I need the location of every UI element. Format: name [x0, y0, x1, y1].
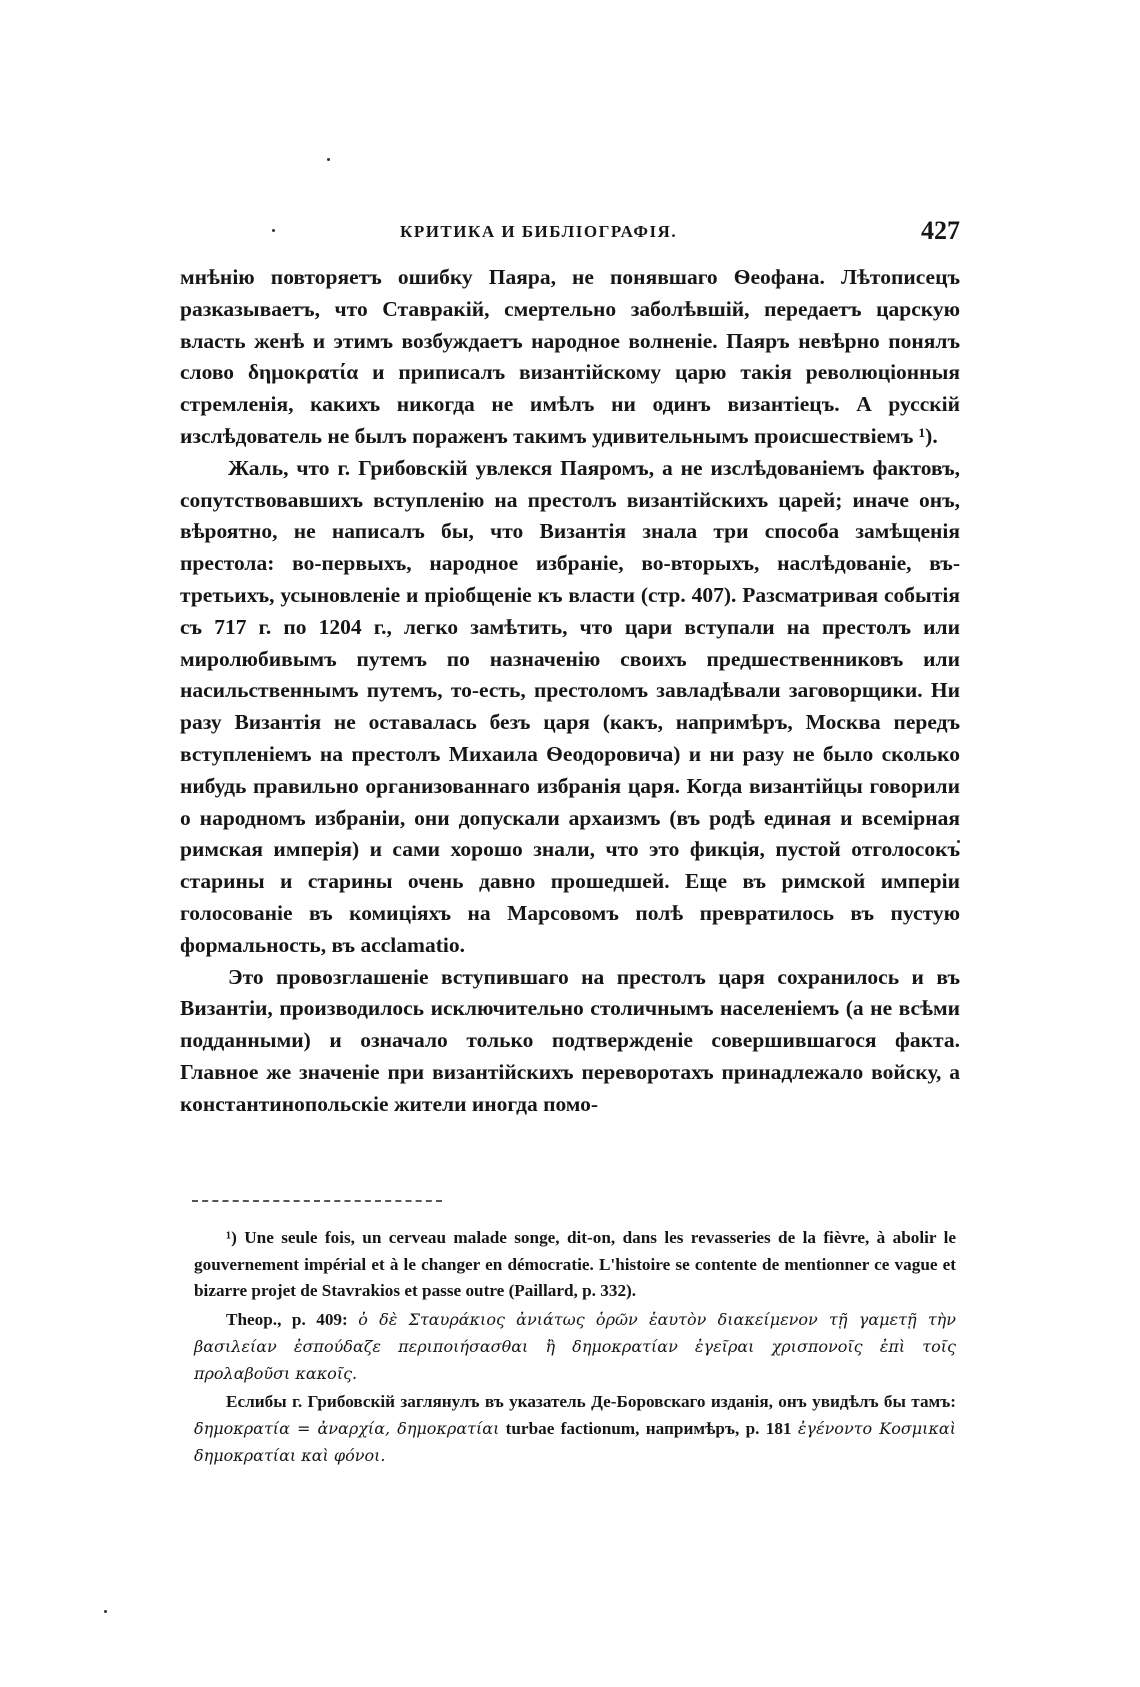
footnote-2-greek-quote: ὁ δὲ Σταυράκιος ἀνιάτως ὁρῶν ἑαυτὸν διακείμενον τῇ γαμετῇ τὴν βασιλείαν ἐσπούδαζε περιποιήσασθαι ἢ δημοκρατίαν ἐγεῖραι χρισπονοῖς ἐπὶ τοῖς προλαβοῦσι κακοῖς.: [194, 1310, 956, 1383]
footnote-2: [194, 1307, 956, 1387]
footnote-3-lead: Еслибы г. Грибовскій заглянулъ въ указатель Де-Боровскаго изданія, онъ увидѣлъ бы тамъ:: [226, 1392, 956, 1412]
running-title: КРИТИКА И БИБЛІОГРАФІЯ.: [400, 222, 678, 241]
page-header: [180, 216, 960, 256]
page-number: 427: [921, 216, 960, 245]
footnote-separator: [192, 1200, 442, 1202]
footnote-2-reference: Theop., p. 409:: [226, 1310, 359, 1330]
paragraph-1: мнѣнію повторяетъ ошибку Паяра, не понявшаго Ѳеофана. Лѣтописецъ разказываетъ, что Ставракій, смертельно заболѣвшій, передаетъ царскую власть женѣ и этимъ возбуждаетъ народное волненіе. Паяръ невѣрно понялъ слово δημοκρατία и приписалъ византійскому царю такія революціонныя стремленія, какихъ никогда не имѣлъ ни одинъ византіецъ. А русскій изслѣдователь не былъ пораженъ такимъ удивительнымъ происшествіемъ ¹).: [180, 265, 960, 448]
footnotes: [194, 1225, 956, 1471]
footnote-3-mid: turbae factionum, напримѣръ, р. 181: [499, 1418, 798, 1438]
footnote-1: ¹) Une seule fois, un cerveau malade songe, dit-on, dans les revasseries de la fièvre, à abolir le gouvernement impérial et à le changer en démocratie. L'histoire se contente de mentionner ce vague et bizarre projet de Stavrakios et passe outre (Paillard, p. 332).: [194, 1228, 956, 1301]
footnote-3-greek-1: δημοκρατία = ἀναρχία, δημοκρατίαι: [194, 1418, 500, 1438]
scan-speck: [104, 1610, 107, 1613]
footnote-3: [194, 1389, 956, 1469]
footnote-3-greek-2: ἐγένοντο Κοσμικαὶ δημοκρατίαι καὶ φόνοι.: [194, 1418, 956, 1465]
main-text: [180, 262, 960, 1121]
paragraph-2: Жаль, что г. Грибовскій увлекся Паяромъ, а не изслѣдованіемъ фактовъ, сопутствовавшихъ вступленію на престолъ византійскихъ царей; иначе онъ, вѣроятно, не написалъ бы, что Византія знала три способа замѣщенія престола: во-первыхъ, народное избраніе, во-вторыхъ, наслѣдованіе, въ-третьихъ, усыновленіе и пріобщеніе къ власти (стр. 407). Разсматривая событія съ 717 г. по 1204 г., легко замѣтить, что цари вступали на престолъ или миролюбивымъ путемъ по назначенію своихъ предшественниковъ или насильственнымъ путемъ, то-есть, престоломъ завладѣвали заговорщики. Ни разу Византія не оставалась безъ царя (какъ, напримѣръ, Москва передъ вступленіемъ на престолъ Михаила Ѳеодоровича) и ни разу не было сколько нибудь правильно организованнаго избранія царя. Когда византійцы говорили о народномъ избраніи, они допускали архаизмъ (въ родѣ единая и всемірная римская имперія) и сами хорошо знали, что это фикція, пустой отголосокъ старины и старины очень давно прошедшей. Еще въ римской имперіи голосованіе въ комиціяхъ на Марсовомъ полѣ превратилось въ пустую формальность, въ acclamatio.: [180, 455, 960, 957]
scan-speck: [327, 158, 330, 161]
paragraph-3: Это провозглашеніе вступившаго на престолъ царя сохранилось и въ Византіи, производилось исключительно столичнымъ населеніемъ (а не всѣми подданными) и означало только подтвержденіе совершившагося факта. Главное же значеніе при византійскихъ переворотахъ принадлежало войску, а константинопольскіе жители иногда помо-: [180, 964, 960, 1116]
